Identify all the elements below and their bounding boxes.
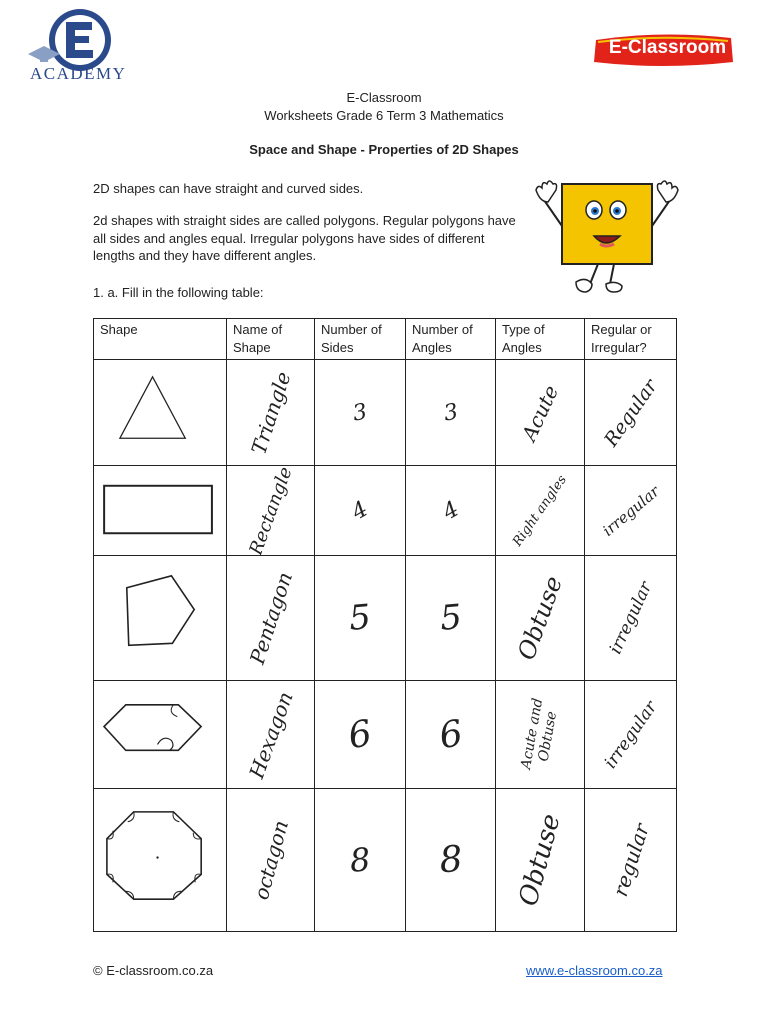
header-regular-or-irregular: Regular or Irregular? <box>585 319 677 360</box>
triangle-icon <box>94 360 226 465</box>
header-name-of-shape: Name of Shape <box>227 319 315 360</box>
type-cell <box>496 360 585 466</box>
sides-cell <box>315 556 406 681</box>
header-number-of-angles: Number of Angles <box>406 319 496 360</box>
sides-cell <box>315 681 406 789</box>
handwritten-regular: Regular <box>599 374 662 451</box>
handwritten-angles: 3 <box>441 398 460 427</box>
handwritten-sides: 5 <box>347 597 373 639</box>
regular-cell <box>585 466 677 556</box>
table-row <box>94 789 677 932</box>
angles-cell <box>406 466 496 556</box>
type-cell <box>496 556 585 681</box>
handwritten-type: Right angles <box>510 472 570 549</box>
shapes-table <box>93 318 677 932</box>
rectangle-icon <box>94 466 226 555</box>
square-mascot-icon <box>526 178 688 300</box>
angles-cell <box>406 360 496 466</box>
handwritten-name: Hexagon <box>243 688 298 781</box>
intro-paragraph-1: 2D shapes can have straight and curved sides. <box>93 181 364 196</box>
handwritten-name: octagon <box>248 817 293 903</box>
shape-cell <box>94 556 227 681</box>
handwritten-type: Acute and Obtuse <box>518 696 561 770</box>
type-cell <box>496 681 585 789</box>
type-cell <box>496 466 585 556</box>
hexagon-icon <box>94 681 226 788</box>
sides-cell <box>315 789 406 932</box>
name-cell <box>227 789 315 932</box>
angles-cell <box>406 556 496 681</box>
table-header-row <box>94 319 677 360</box>
question-label: 1. a. Fill in the following table: <box>93 285 264 300</box>
handwritten-angles: 6 <box>435 712 466 757</box>
shape-cell <box>94 466 227 556</box>
header-number-of-sides: Number of Sides <box>315 319 406 360</box>
academy-logo-text: ACADEMY <box>30 64 127 83</box>
name-cell <box>227 463 315 558</box>
footer-link[interactable]: www.e-classroom.co.za <box>526 963 663 978</box>
regular-cell <box>585 360 677 466</box>
table-row <box>94 556 677 681</box>
sides-cell <box>315 360 406 466</box>
handwritten-sides: 4 <box>347 496 373 525</box>
handwritten-regular: regular <box>607 820 654 900</box>
octagon-icon <box>94 789 226 931</box>
header-type-of-angles: Type of Angles <box>496 319 585 360</box>
table-row <box>94 466 677 556</box>
handwritten-sides: 8 <box>348 840 372 880</box>
handwritten-angles: 4 <box>438 496 463 525</box>
regular-cell <box>585 789 677 932</box>
handwritten-regular: irregular <box>605 578 656 658</box>
angles-cell <box>406 681 496 789</box>
name-cell <box>227 556 315 681</box>
handwritten-regular: irregular <box>600 697 661 772</box>
intro-paragraph-2: 2d shapes with straight sides are called polygons. Regular polygons have all sides and angles equal. Irregular polygons have sides of different lengths and they have different angles. <box>93 213 516 263</box>
table-row <box>94 360 677 466</box>
handwritten-name: Rectangle <box>244 463 297 558</box>
e-classroom-logo-text: E-Classroom <box>608 37 727 58</box>
handwritten-type: Acute <box>516 380 564 445</box>
footer-copyright: © E-classroom.co.za <box>93 963 214 978</box>
handwritten-type: Obtuse <box>513 810 567 910</box>
handwritten-sides: 6 <box>345 712 375 757</box>
regular-cell <box>585 556 677 681</box>
angles-cell <box>406 789 496 932</box>
shape-cell <box>94 360 227 466</box>
regular-cell <box>585 681 677 789</box>
sides-cell <box>315 466 406 556</box>
handwritten-angles: 8 <box>437 838 464 882</box>
handwritten-angles: 5 <box>437 597 464 639</box>
organisation-name: E-Classroom <box>346 90 422 105</box>
header-shape: Shape <box>94 319 227 360</box>
shape-cell <box>94 789 227 932</box>
name-cell <box>227 360 315 466</box>
page-title: Space and Shape - Properties of 2D Shapes <box>249 142 519 157</box>
worksheet-subtitle: Worksheets Grade 6 Term 3 Mathematics <box>264 108 504 123</box>
name-cell <box>227 681 315 789</box>
handwritten-name: Pentagon <box>244 569 297 667</box>
handwritten-name: Triangle <box>245 368 296 457</box>
type-cell <box>496 789 585 932</box>
handwritten-sides: 3 <box>350 398 370 427</box>
handwritten-regular: irregular <box>598 481 663 540</box>
table-row <box>94 681 677 789</box>
pentagon-icon <box>94 556 226 680</box>
shape-cell <box>94 681 227 789</box>
handwritten-type: Obtuse <box>512 572 568 664</box>
